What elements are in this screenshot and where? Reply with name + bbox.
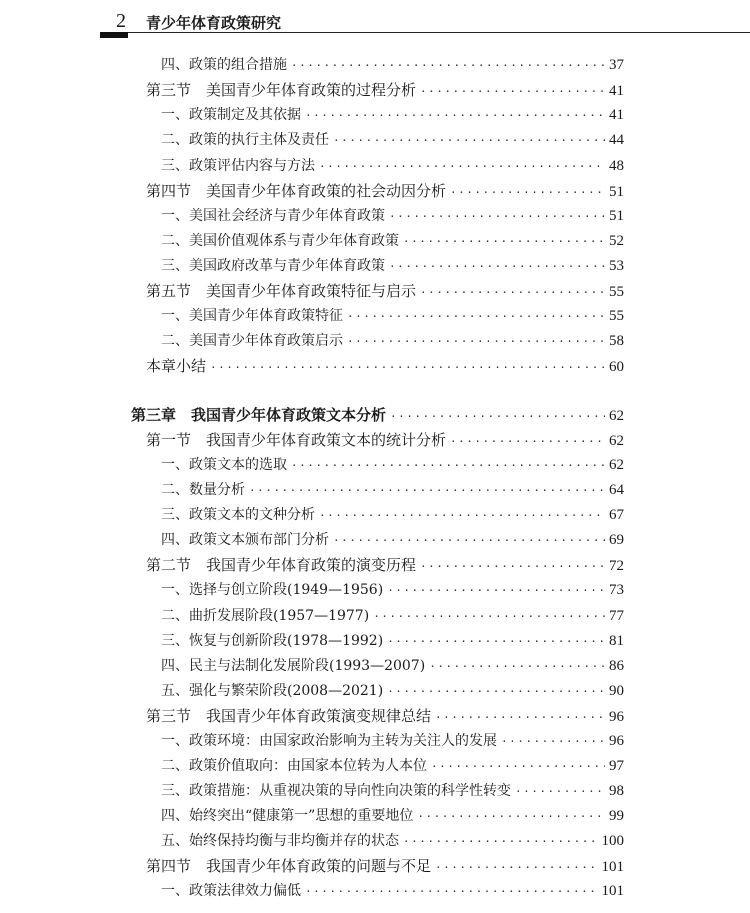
toc-entry-title: 一、选择与创立阶段(1949—1956) [161, 582, 384, 598]
toc-entry-title: 二、美国青少年体育政策启示 [161, 333, 343, 349]
toc-entry-page: 101 [601, 883, 624, 899]
toc-leader-dots [319, 156, 605, 178]
toc-subsection-entry[interactable] [161, 104, 624, 126]
toc-entry-title: 一、美国青少年体育政策特征 [161, 308, 343, 324]
toc-leader-dots [210, 357, 605, 379]
toc-entry-page: 96 [609, 709, 624, 725]
toc-entry-title: 一、政策环境：由国家政治影响为主转为关注人的发展 [161, 733, 497, 749]
toc-subsection-entry[interactable] [161, 330, 624, 352]
toc-entry-title: 五、强化与繁荣阶段(2008—2021) [161, 683, 384, 699]
toc-leader-dots [420, 282, 605, 304]
running-title: 青少年体育政策研究 [146, 14, 282, 32]
toc-leader-dots [387, 631, 605, 653]
toc-leader-dots [305, 881, 598, 903]
toc-leader-dots [429, 656, 605, 678]
toc-entry-title: 五、始终保持均衡与非均衡并存的状态 [161, 833, 399, 849]
toc-subsection-entry[interactable] [161, 630, 624, 652]
toc-entry-page: 41 [609, 107, 624, 123]
toc-leader-dots [420, 81, 605, 103]
toc-subsection-entry[interactable] [161, 680, 624, 702]
toc-leader-dots [435, 707, 605, 729]
toc-entry-page: 101 [601, 859, 624, 875]
toc-chapter-entry[interactable] [131, 404, 624, 426]
toc-entry-title: 一、美国社会经济与青少年体育政策 [161, 208, 385, 224]
toc-entry-title: 第一节 我国青少年体育政策文本的统计分析 [146, 431, 447, 449]
toc-entry-title: 三、政策措施：从重视决策的导向性向决策的科学性转变 [161, 783, 511, 799]
toc-entry-title: 第三章 我国青少年体育政策文本分析 [131, 406, 387, 424]
toc-leader-dots [291, 55, 605, 77]
toc-leader-dots [387, 681, 605, 703]
toc-entry-page: 81 [609, 633, 624, 649]
toc-entry-page: 97 [609, 758, 624, 774]
toc-entry-page: 62 [609, 457, 624, 473]
toc-section-entry[interactable] [146, 429, 624, 451]
toc-entry-page: 60 [609, 359, 624, 375]
toc-section-entry[interactable] [146, 705, 624, 727]
toc-entry-title: 三、政策评估内容与方法 [161, 158, 315, 174]
toc-entry-page: 51 [609, 208, 624, 224]
toc-subsection-entry[interactable] [161, 230, 624, 252]
toc-entry-page: 64 [609, 482, 624, 498]
toc-entry-page: 37 [609, 57, 624, 73]
toc-entry-title: 二、政策的执行主体及责任 [161, 132, 329, 148]
toc-subsection-entry[interactable] [161, 830, 624, 852]
toc-leader-dots [305, 105, 605, 127]
toc-subsection-entry[interactable] [161, 479, 624, 501]
toc-entry-title: 一、政策法律效力偏低 [161, 883, 301, 899]
toc-entry-page: 77 [609, 608, 624, 624]
toc-section-entry[interactable] [146, 855, 624, 877]
toc-entry-page: 41 [609, 83, 624, 99]
toc-entry-title: 第三节 我国青少年体育政策演变规律总结 [146, 707, 432, 725]
toc-entry-title: 二、数量分析 [161, 482, 245, 498]
toc-leader-dots [347, 306, 605, 328]
toc-subsection-entry[interactable] [161, 305, 624, 327]
toc-subsection-entry[interactable] [161, 579, 624, 601]
toc-entry-page: 90 [609, 683, 624, 699]
header-rule-accent [100, 32, 128, 38]
toc-subsection-entry[interactable] [161, 155, 624, 177]
toc-subsection-entry[interactable] [161, 755, 624, 777]
toc-leader-dots [319, 505, 605, 527]
toc-leader-dots [450, 182, 605, 204]
toc-entry-page: 44 [609, 132, 624, 148]
toc-leader-dots [390, 406, 605, 428]
toc-leader-dots [373, 606, 605, 628]
toc-entry-page: 53 [609, 258, 624, 274]
toc-entry-page: 96 [609, 733, 624, 749]
toc-entry-page: 62 [609, 408, 624, 424]
toc-entry-page: 72 [609, 558, 624, 574]
toc-entry-title: 本章小结 [146, 357, 207, 375]
toc-subsection-entry[interactable] [161, 655, 624, 677]
toc-subsection-entry[interactable] [161, 504, 624, 526]
toc-leader-dots [291, 455, 605, 477]
toc-subsection-entry[interactable] [161, 730, 624, 752]
toc-entry-title: 四、政策文本颁布部门分析 [161, 532, 329, 548]
toc-leader-dots [420, 556, 605, 578]
toc-section-entry[interactable] [146, 554, 624, 576]
toc-leader-dots [389, 256, 605, 278]
toc-subsection-entry[interactable] [161, 255, 624, 277]
toc-leader-dots [387, 580, 605, 602]
toc-entry-page: 48 [609, 158, 624, 174]
toc-entry-title: 四、政策的组合措施 [161, 57, 287, 73]
toc-entry-page: 73 [609, 582, 624, 598]
toc-leader-dots [515, 781, 605, 803]
page-header [0, 0, 750, 42]
toc-subsection-entry[interactable] [161, 129, 624, 151]
toc-leader-dots [450, 431, 605, 453]
toc-subsection-entry[interactable] [161, 454, 624, 476]
toc-entry-title: 四、始终突出“健康第一”思想的重要地位 [161, 808, 414, 824]
toc-subsection-entry[interactable] [161, 605, 624, 627]
toc-entry-page: 98 [609, 783, 624, 799]
toc-entry-page: 55 [609, 284, 624, 300]
toc-entry-title: 第三节 美国青少年体育政策的过程分析 [146, 81, 417, 99]
header-rule [100, 32, 750, 33]
toc-subsection-entry[interactable] [161, 880, 624, 902]
toc-entry-page: 58 [609, 333, 624, 349]
toc-section-entry[interactable] [146, 280, 624, 302]
toc-subsection-entry[interactable] [161, 205, 624, 227]
toc-entry-page: 86 [609, 658, 624, 674]
toc-entry-title: 四、民主与法制化发展阶段(1993—2007) [161, 658, 426, 674]
toc-entry-page: 52 [609, 233, 624, 249]
toc-entry-title: 一、政策文本的选取 [161, 457, 287, 473]
toc-leader-dots [431, 756, 605, 778]
toc-leader-dots [347, 331, 605, 353]
toc-entry-title: 第二节 我国青少年体育政策的演变历程 [146, 556, 417, 574]
toc-section-entry[interactable] [146, 355, 624, 377]
toc-leader-dots [435, 857, 597, 879]
toc-entry-page: 51 [609, 184, 624, 200]
toc-subsection-entry[interactable] [161, 529, 624, 551]
toc-entry-title: 二、美国价值观体系与青少年体育政策 [161, 233, 399, 249]
toc-leader-dots [403, 831, 598, 853]
toc-entry-title: 第五节 美国青少年体育政策特征与启示 [146, 282, 417, 300]
toc-section-entry[interactable] [146, 79, 624, 101]
toc-entry-page: 55 [609, 308, 624, 324]
toc-subsection-entry[interactable] [161, 805, 624, 827]
toc-entry-page: 62 [609, 433, 624, 449]
toc-entry-title: 三、政策文本的文种分析 [161, 507, 315, 523]
toc-leader-dots [403, 231, 605, 253]
toc-leader-dots [389, 206, 605, 228]
toc-entry-title: 第四节 我国青少年体育政策的问题与不足 [146, 857, 432, 875]
toc-subsection-entry[interactable] [161, 780, 624, 802]
toc-entry-title: 二、政策价值取向：由国家本位转为人本位 [161, 758, 427, 774]
toc-entry-page: 99 [609, 808, 624, 824]
toc-entry-title: 一、政策制定及其依据 [161, 107, 301, 123]
toc-entry-title: 二、曲折发展阶段(1957—1977) [161, 608, 370, 624]
toc-leader-dots [249, 480, 605, 502]
toc-leader-dots [501, 731, 605, 753]
toc-entry-page: 100 [601, 833, 624, 849]
toc-section-entry[interactable] [146, 180, 624, 202]
page-number: 2 [116, 10, 126, 32]
toc-entry-title: 第四节 美国青少年体育政策的社会动因分析 [146, 182, 447, 200]
toc-leader-dots [417, 806, 605, 828]
toc-entry-title: 三、恢复与创新阶段(1978—1992) [161, 633, 384, 649]
toc-subsection-entry[interactable] [161, 54, 624, 76]
toc-entry-title: 三、美国政府改革与青少年体育政策 [161, 258, 385, 274]
toc-leader-dots [333, 530, 605, 552]
toc-leader-dots [333, 130, 605, 152]
toc-entry-page: 67 [609, 507, 624, 523]
toc-entry-page: 69 [609, 532, 624, 548]
